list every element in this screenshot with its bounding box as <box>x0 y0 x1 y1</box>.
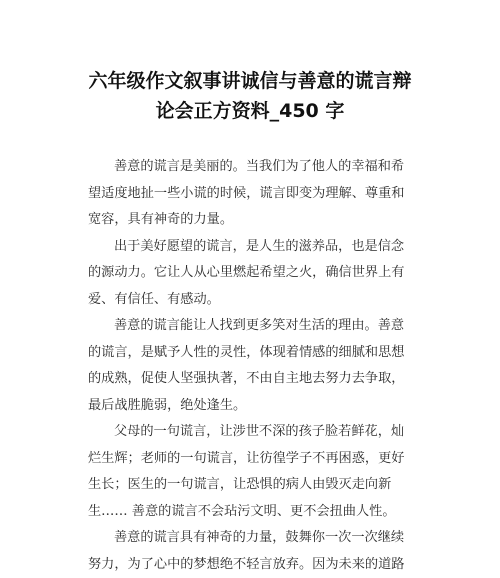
text-line: 烂生辉；老师的一句谎言，让彷徨学子不再困惑，更好 <box>88 446 418 473</box>
text-line: 最后战胜脆弱，绝处逢生。 <box>88 393 418 420</box>
title-line-2: 论会正方资料_450 字 <box>60 96 440 126</box>
paragraph-1 <box>88 154 418 234</box>
text-line: 的源动力。它让人从心里燃起希望之火，确信世界上有 <box>88 260 418 287</box>
text-line: 善意的谎言是美丽的。当我们为了他人的幸福和希 <box>88 154 418 181</box>
text-line: 生长；医生的一句谎言，让恐惧的病人由毁灭走向新 <box>88 472 418 499</box>
document-body <box>88 154 418 578</box>
text-line: 出于美好愿望的谎言，是人生的滋养品，也是信念 <box>88 234 418 261</box>
text-line: 努力，为了心中的梦想绝不轻言放弃。因为未来的道路 <box>88 552 418 578</box>
text-line: 善意的谎言具有神奇的力量，鼓舞你一次一次继续 <box>88 525 418 552</box>
text-line: 生…… 善意的谎言不会玷污文明、更不会扭曲人性。 <box>88 499 418 526</box>
text-line: 的谎言，是赋予人性的灵性，体现着情感的细腻和思想 <box>88 340 418 367</box>
text-line: 望适度地扯一些小谎的时候，谎言即变为理解、尊重和 <box>88 181 418 208</box>
document-title <box>60 66 440 126</box>
text-line: 宽容，具有神奇的力量。 <box>88 207 418 234</box>
title-line-1: 六年级作文叙事讲诚信与善意的谎言辩 <box>60 66 440 96</box>
text-line: 父母的一句谎言，让涉世不深的孩子脸若鲜花，灿 <box>88 419 418 446</box>
text-line: 爱、有信任、有感动。 <box>88 287 418 314</box>
paragraph-4 <box>88 419 418 525</box>
text-line: 善意的谎言能让人找到更多笑对生活的理由。善意 <box>88 313 418 340</box>
paragraph-3 <box>88 313 418 419</box>
paragraph-2 <box>88 234 418 314</box>
paragraph-5 <box>88 525 418 578</box>
text-line: 的成熟，促使人坚强执著，不由自主地去努力去争取， <box>88 366 418 393</box>
